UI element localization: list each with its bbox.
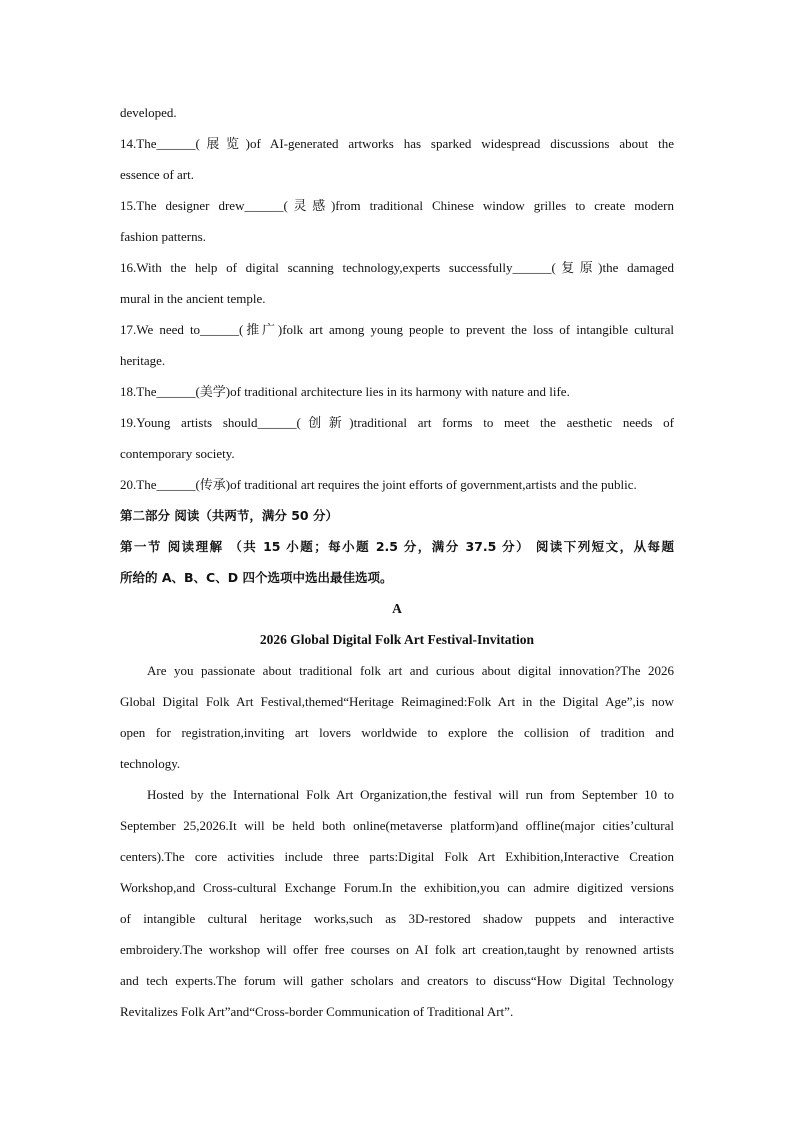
section-heading: 第二部分 阅读（共两节，满分 50 分） [120,508,338,523]
paragraph-line: Workshop,and Cross-cultural Exchange Forum.In the exhibition,you can admire digitized versions [120,880,674,895]
paragraph-line: Global Digital Folk Art Festival,themed“Heritage Reimagined:Folk Art in the Digital Age”,is now [120,694,674,709]
paragraph-line: September 25,2026.It will be held both online(metaverse platform)and offline(major cities’cultural [120,818,674,833]
paragraph-line: technology. [120,756,181,771]
question-14: 14.The______(展览)of AI-generated artworks has sparked widespread discussions about the [120,136,674,151]
question-20: 20.The______(传承)of traditional art requires the joint efforts of government,artists and the public. [120,477,637,492]
passage-letter: A [392,601,402,616]
paragraph-line: embroidery.The workshop will offer free courses on AI folk art creation,taught by renowned artists [120,942,674,957]
text-line: developed. [120,105,177,120]
paragraph-line: Revitalizes Folk Art”and“Cross-border Communication of Traditional Art”. [120,1004,514,1019]
text-line: fashion patterns. [120,229,206,244]
text-line: essence of art. [120,167,194,182]
question-17: 17.We need to______(推广)folk art among young people to prevent the loss of intangible cultural [120,322,674,337]
paragraph-line: of intangible cultural heritage works,such as 3D-restored shadow puppets and interactive [120,911,674,926]
question-19: 19.Young artists should______(创新)traditional art forms to meet the aesthetic needs of [120,415,674,430]
paragraph-line: and tech experts.The forum will gather scholars and creators to discuss“How Digital Technology [120,973,674,988]
text-line: mural in the ancient temple. [120,291,266,306]
paragraph-line: centers).The core activities include three parts:Digital Folk Art Exhibition,Interactive Creation [120,849,674,864]
passage-title: 2026 Global Digital Folk Art Festival-Invitation [259,632,535,647]
instructions-line: 第一节 阅读理解 （共 15 小题；每小题 2.5 分，满分 37.5 分） 阅读下列短文，从每题 [120,539,674,554]
paragraph-line: open for registration,inviting art lovers worldwide to explore the collision of tradition and [120,725,674,740]
document-page [120,97,674,1027]
question-18: 18.The______(美学)of traditional architecture lies in its harmony with nature and life. [120,384,570,399]
text-line: heritage. [120,353,166,368]
paragraph-line: Hosted by the International Folk Art Organization,the festival will run from September 10 to [147,787,674,802]
text-line: contemporary society. [120,446,235,461]
instructions-line: 所给的 A、B、C、D 四个选项中选出最佳选项。 [120,570,393,585]
question-16: 16.With the help of digital scanning technology,experts successfully______(复原)the damaged [120,260,674,275]
paragraph-line: Are you passionate about traditional folk art and curious about digital innovation?The 2026 [147,663,674,678]
question-15: 15.The designer drew______(灵感)from traditional Chinese window grilles to create modern [120,198,674,213]
